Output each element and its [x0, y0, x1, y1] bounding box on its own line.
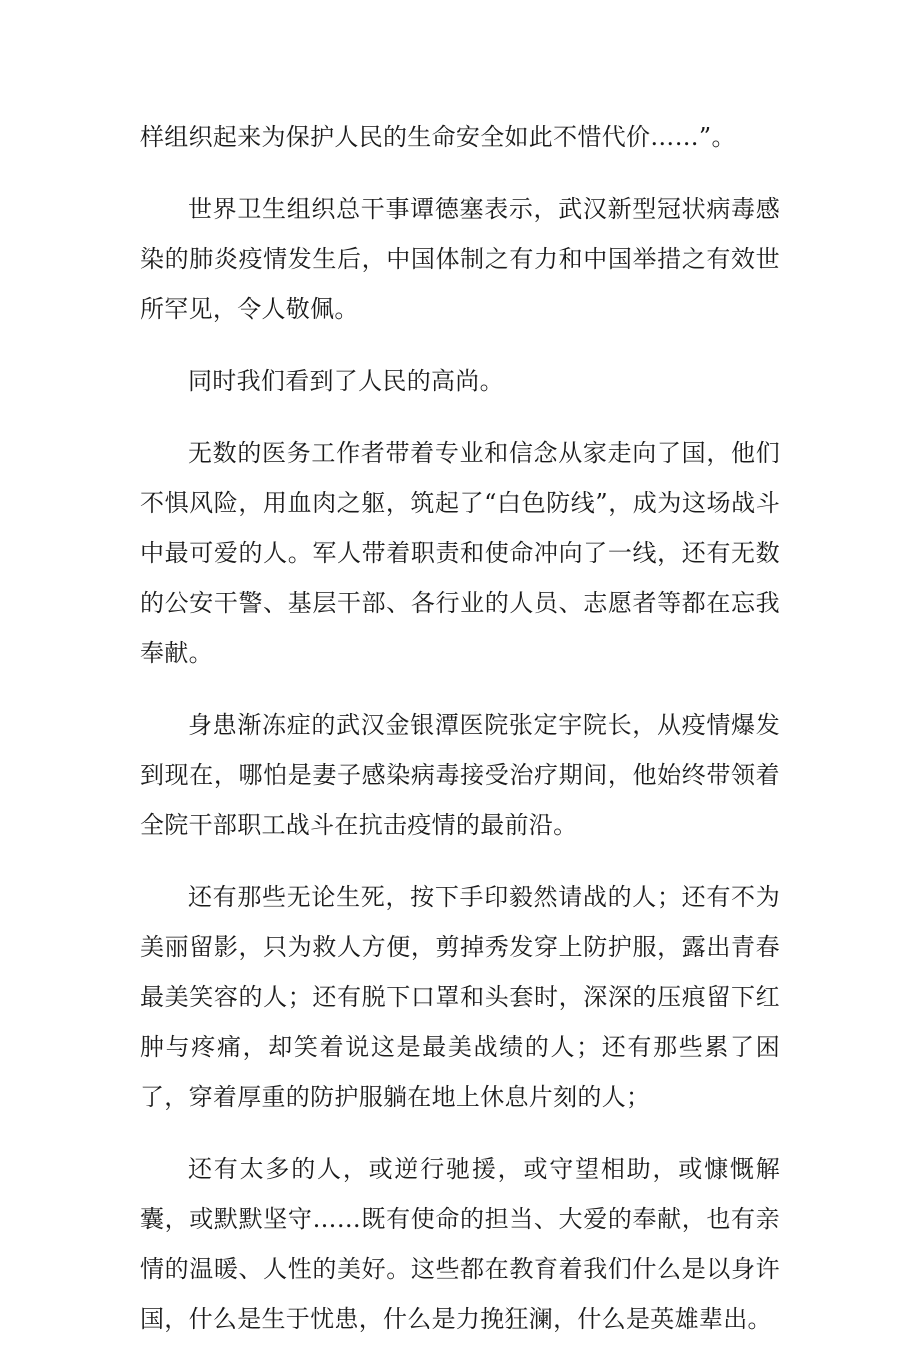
paragraph-2: 世界卫生组织总干事谭德塞表示，武汉新型冠状病毒感染的肺炎疫情发生后，中国体制之有力和中国举措之有效世所罕见，令人敬佩。: [140, 195, 780, 323]
paragraph-1: 样组织起来为保护人民的生命安全如此不惜代价……”。: [140, 123, 736, 151]
paragraph-6: 还有那些无论生死，按下手印毅然请战的人；还有不为美丽留影，只为救人方便，剪掉秀发穿上防护服，露出青春最美笑容的人；还有脱下口罩和头套时，深深的压痕留下红肿与疼痛，却笑着说这是最美战绩的人；还有那些累了困了，穿着厚重的防护服躺在地上休息片刻的人；: [140, 883, 780, 1111]
document-body: [140, 112, 780, 1366]
paragraph-5: 身患渐冻症的武汉金银潭医院张定宇院长，从疫情爆发到现在，哪怕是妻子感染病毒接受治疗期间，他始终带领着全院干部职工战斗在抗击疫情的最前沿。: [140, 711, 780, 839]
paragraph-4: 无数的医务工作者带着专业和信念从家走向了国，他们不惧风险，用血肉之躯，筑起了“白色防线”，成为这场战斗中最可爱的人。军人带着职责和使命冲向了一线，还有无数的公安干警、基层干部、各行业的人员、志愿者等都在忘我奉献。: [140, 439, 780, 667]
paragraph-7: 还有太多的人，或逆行驰援，或守望相助，或慷慨解囊，或默默坚守……既有使命的担当、大爱的奉献，也有亲情的温暖、人性的美好。这些都在教育着我们什么是以身许国，什么是生于忧患，什么是力挽狂澜，什么是英雄辈出。: [140, 1155, 780, 1333]
paragraph-3: 同时我们看到了人民的高尚。: [188, 367, 504, 395]
